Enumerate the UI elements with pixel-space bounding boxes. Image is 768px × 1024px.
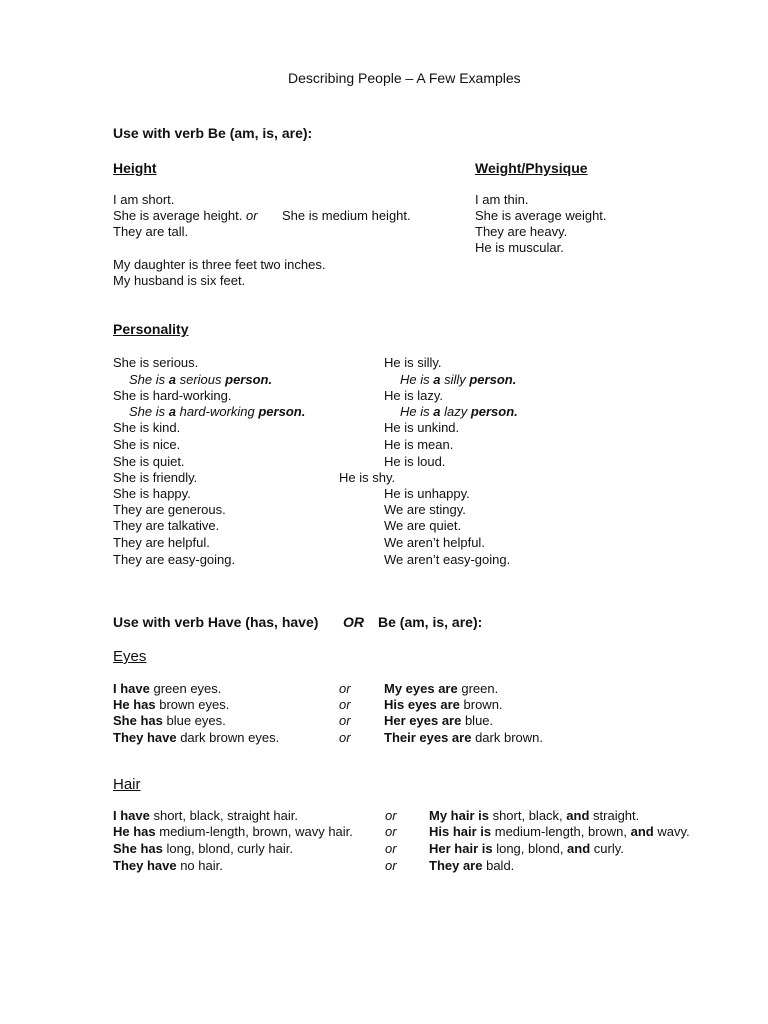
page-title: Describing People – A Few Examples [288,70,521,86]
eyes-heading: Eyes [113,648,147,665]
eyes-right-line: Their eyes are dark brown. [384,730,543,745]
personality-left-line: They are talkative. [113,518,220,533]
hair-or: or [385,824,397,839]
personality-left-line: She is friendly. [113,470,198,485]
personality-left-line: They are easy-going. [113,552,236,567]
eyes-right-line: My eyes are green. [384,681,499,696]
eyes-right-line: His eyes are brown. [384,697,503,712]
eyes-left-line: He has brown eyes. [113,697,230,712]
personality-heading: Personality [113,321,189,337]
personality-right-line: He is unkind. [384,420,460,435]
hair-left-line: I have short, black, straight hair. [113,808,298,823]
section-heading-be-alt: Be (am, is, are): [378,614,483,630]
personality-right-line: He is mean. [384,437,454,452]
personality-right-line: He is unhappy. [384,486,470,501]
personality-left-line: She is quiet. [113,454,185,469]
personality-right-line: He is a silly person. [400,372,517,387]
personality-right-line: He is a lazy person. [400,404,518,419]
eyes-or: or [339,697,351,712]
personality-right-line: We aren’t easy-going. [384,552,511,567]
personality-right-line: We aren’t helpful. [384,535,485,550]
personality-left-line: She is nice. [113,437,181,452]
hair-or: or [385,858,397,873]
eyes-or: or [339,681,351,696]
personality-left-line: They are helpful. [113,535,210,550]
weight-line: They are heavy. [475,224,568,239]
hair-left-line: She has long, blond, curly hair. [113,841,293,856]
personality-left-line: She is a serious person. [129,372,273,387]
weight-line: She is average weight. [475,208,607,223]
personality-right-line: We are quiet. [384,518,462,533]
personality-right-line: We are stingy. [384,502,466,517]
hair-right-line: His hair is medium-length, brown, and wavy. [429,824,690,839]
eyes-or: or [339,713,351,728]
hair-right-line: They are bald. [429,858,515,873]
height-line: She is average height. or [113,208,258,223]
personality-right-line: He is shy. [339,470,396,485]
personality-right-line: He is lazy. [384,388,443,403]
section-heading-have: Use with verb Have (has, have) [113,614,319,630]
height-line: I am short. [113,192,175,207]
weight-line: I am thin. [475,192,529,207]
personality-left-line: They are generous. [113,502,226,517]
personality-right-line: He is loud. [384,454,446,469]
section-heading-be: Use with verb Be (am, is, are): [113,125,313,141]
personality-right-line: He is silly. [384,355,442,370]
hair-left-line: He has medium-length, brown, wavy hair. [113,824,353,839]
height-line: She is medium height. [282,208,411,223]
hair-or: or [385,841,397,856]
eyes-left-line: She has blue eyes. [113,713,226,728]
weight-line: He is muscular. [475,240,564,255]
weight-heading: Weight/Physique [475,160,588,176]
personality-left-line: She is kind. [113,420,181,435]
personality-left-line: She is a hard-working person. [129,404,306,419]
hair-heading: Hair [113,776,141,793]
personality-left-line: She is hard-working. [113,388,232,403]
height-line: My daughter is three feet two inches. [113,257,326,272]
eyes-left-line: I have green eyes. [113,681,222,696]
eyes-or: or [339,730,351,745]
hair-right-line: My hair is short, black, and straight. [429,808,640,823]
height-line: My husband is six feet. [113,273,246,288]
hair-left-line: They have no hair. [113,858,223,873]
eyes-left-line: They have dark brown eyes. [113,730,280,745]
hair-or: or [385,808,397,823]
personality-left-line: She is serious. [113,355,199,370]
eyes-right-line: Her eyes are blue. [384,713,494,728]
hair-right-line: Her hair is long, blond, and curly. [429,841,624,856]
height-line: They are tall. [113,224,189,239]
section-heading-or: OR [343,614,364,630]
height-heading: Height [113,160,157,176]
personality-left-line: She is happy. [113,486,191,501]
